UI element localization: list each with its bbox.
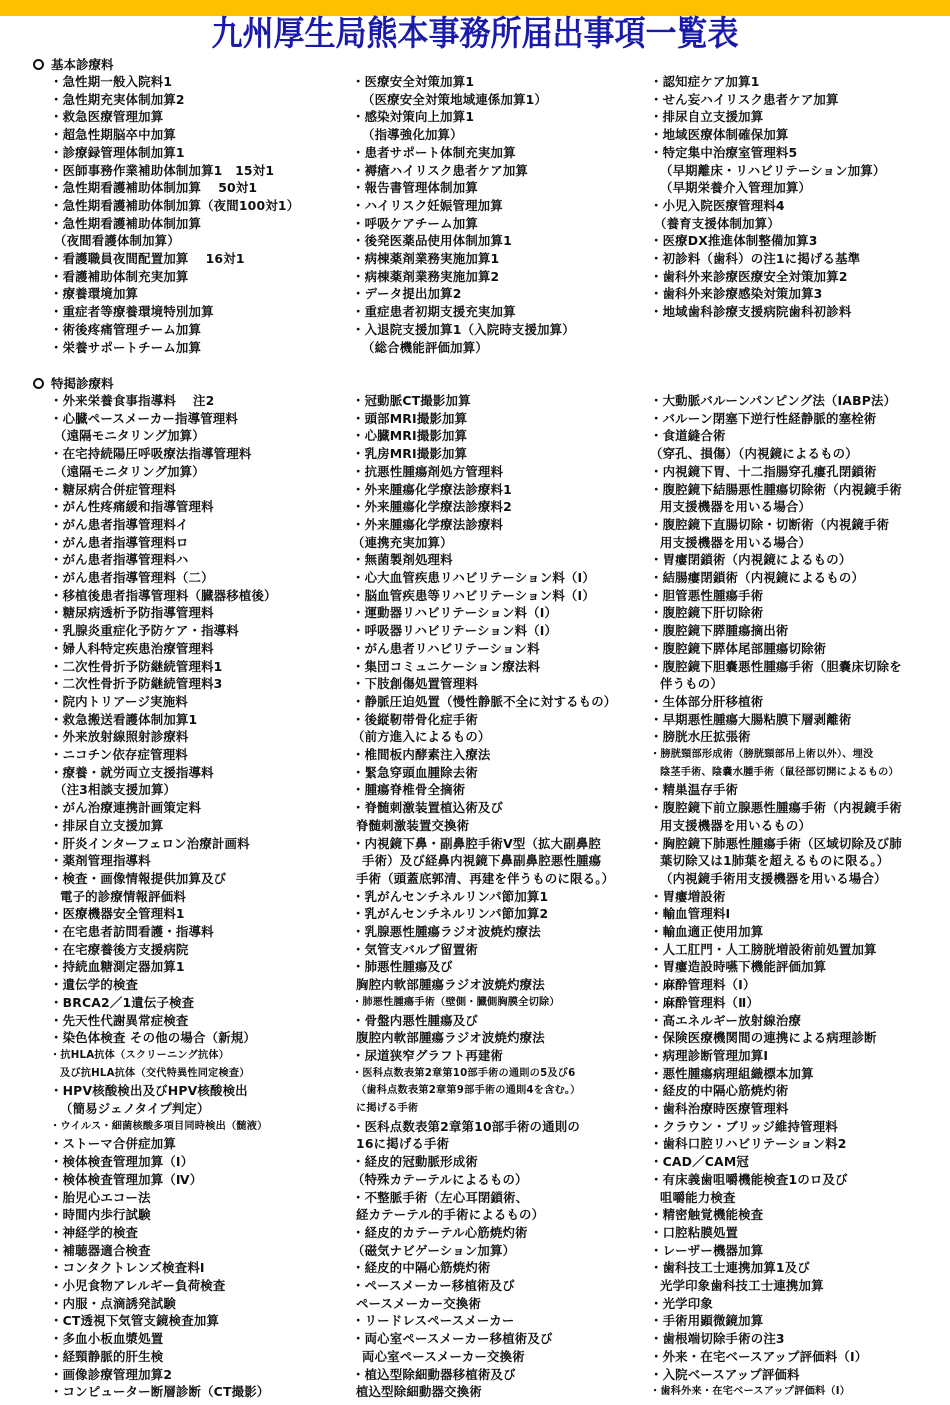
list-item: ・内視鏡下鼻・副鼻腔手術Ⅴ型（拡大副鼻腔	[352, 835, 602, 851]
list-item: （指導強化加算）	[362, 127, 463, 143]
list-item: ・バルーン閉塞下逆行性経静脈的塞栓術	[650, 410, 877, 426]
list-item: 手術）及び経鼻内視鏡下鼻副鼻腔悪性腫瘍	[362, 853, 602, 869]
list-item: ・高エネルギー放射線治療	[650, 1012, 802, 1028]
list-item: ・認知症ケア加算1	[650, 74, 760, 89]
list-item: ・肝炎インターフェロン治療計画料	[50, 835, 250, 851]
list-item: ・悪性腫瘍病理組織標本加算	[650, 1065, 814, 1081]
list-item: 経カテーテル的手術によるもの）	[356, 1207, 545, 1223]
list-item: ・遺伝学的検査	[50, 977, 139, 993]
list-item: ・呼吸器リハビリテーション料（Ⅰ）	[352, 623, 558, 639]
list-item: ・重症患者初期支援充実加算	[352, 304, 516, 320]
list-item: ・染色体検査 その他の場合（新規）	[50, 1030, 256, 1046]
list-item: ・検体検査管理加算（Ⅰ）	[50, 1154, 194, 1170]
list-item: ・入院ベースアップ評価料	[650, 1366, 800, 1382]
list-item: ・せん妄ハイリスク患者ケア加算	[650, 91, 839, 107]
list-item: ・大動脈バルーンパンピング法（IABP法）	[650, 393, 897, 408]
list-item: ・医科点数表第2章第10部手術の通則の	[352, 1118, 580, 1134]
list-item: ・急性期看護補助体制加算 50対1	[50, 180, 258, 196]
list-item: ・腹腔鏡下前立腺悪性腫瘍手術（内視鏡手術	[650, 800, 902, 816]
list-item: ・腹腔鏡下直腸切除・切断術（内視鏡手術	[650, 516, 890, 532]
circle-bullet-icon	[33, 59, 44, 70]
list-item: ・手術用顕微鏡加算	[650, 1313, 764, 1329]
list-item: ・運動器リハビリテーション料（Ⅰ）	[352, 605, 558, 621]
list-item: ・急性期充実体制加算2	[50, 91, 185, 107]
list-item: ・冠動脈CT撮影加算	[352, 393, 471, 408]
list-item: ・報告書管理体制加算	[352, 180, 478, 196]
list-item: ・小児入院医療管理料4	[650, 197, 785, 213]
list-item: ・植込型除細動器移植術及び	[352, 1366, 516, 1382]
list-item: 脊髄刺激装置交換術	[356, 817, 470, 833]
list-item: ・入退院支援加算1（入院時支援加算）	[352, 321, 575, 337]
list-item: ・重症者等療養環境特別加算	[50, 304, 214, 320]
list-item: ・歯科口腔リハビリテーション料2	[650, 1136, 847, 1152]
list-item: ・口腔粘膜処置	[650, 1224, 739, 1240]
list-item: ・脳血管疾患等リハビリテーション料（Ⅰ）	[352, 587, 595, 603]
list-item: （連携充実加算）	[352, 534, 453, 550]
list-item: ・光学印象	[650, 1295, 713, 1311]
list-item: ・特定集中治療室管理料5	[650, 144, 798, 160]
list-item: ・頭部MRI撮影加算	[352, 410, 468, 426]
list-item: （遠隔モニタリング加算）	[54, 428, 205, 444]
list-item: ・初診料（歯科）の注1に掲げる基準	[650, 251, 861, 266]
list-item: 植込型除細動器交換術	[356, 1384, 482, 1400]
list-item: ・CAD／CAM冠	[650, 1154, 749, 1170]
list-item: ・胃瘻閉鎖術（内視鏡によるもの）	[650, 552, 852, 568]
list-item: ・早期悪性腫瘍大腸粘膜下層剥離術	[650, 711, 852, 727]
list-item: ・持続血糖測定器加算1	[50, 959, 185, 975]
list-item: ・CT透視下気管支鏡検査加算	[50, 1313, 220, 1329]
list-item: ・糖尿病透析予防指導管理料	[50, 605, 214, 621]
list-item: ・膀胱頸部形成術（膀胱頸部吊上術以外）、埋没	[650, 749, 874, 760]
list-item: ・地域歯科診療支援病院歯科初診料	[650, 304, 852, 320]
list-item: ・ウイルス・細菌核酸多項目同時検出（髄液）	[50, 1120, 268, 1132]
list-item: ・先天性代謝異常症検査	[50, 1012, 189, 1028]
list-item: ・外来・在宅ベースアップ評価料（Ⅰ）	[650, 1348, 868, 1364]
list-item: （前方進入によるもの）	[352, 729, 491, 745]
list-item: 及び抗HLA抗体（交代特異性同定検査）	[60, 1067, 250, 1079]
list-item: ・脊髄刺激装置植込術及び	[352, 800, 504, 816]
list-item: ・外来放射線照射診療料	[50, 729, 189, 745]
list-item: ・排尿自立支援加算	[650, 109, 764, 125]
list-item: ・医師事務作業補助体制加算1 15対1	[50, 162, 275, 178]
list-item: （歯科点数表第2章第9部手術の通則4を含む。）	[356, 1085, 581, 1097]
list-item: ・内服・点滴誘発試験	[50, 1295, 176, 1311]
list-item: ・医療DX推進体制整備加算3	[650, 233, 818, 249]
list-item: ・無菌製剤処理料	[352, 552, 453, 568]
list-item: ・ニコチン依存症管理料	[50, 747, 188, 762]
list-item: （簡易ジェノタイプ判定）	[60, 1101, 210, 1116]
list-item: ・腹腔鏡下膵体尾部腫瘍切除術	[650, 640, 827, 656]
list-item: ・保険医療機関間の連携による病理診断	[650, 1030, 877, 1046]
list-item: ・尿道狭窄グラフト再建術	[352, 1047, 504, 1063]
list-item: ・経皮的カテーテル心筋焼灼術	[352, 1224, 528, 1240]
list-item: ・胃瘻増設術	[650, 888, 726, 904]
list-item: ・心臓MRI撮影加算	[352, 428, 468, 444]
list-item: ・腹腔鏡下結腸悪性腫瘍切除術（内視鏡手術	[650, 481, 902, 497]
list-item: （早期離床・リハビリテーション加算）	[660, 162, 886, 178]
list-item: ・生体部分肝移植術	[650, 693, 764, 709]
list-item: ・麻酔管理料（Ⅰ）	[650, 977, 756, 993]
list-item: ・下肢創傷処置管理料	[352, 676, 478, 692]
list-item: ペースメーカー交換術	[356, 1295, 482, 1311]
list-item: ・ストーマ合併症加算	[50, 1136, 176, 1152]
list-item: ・がん治療連携計画策定料	[50, 800, 202, 816]
list-item: 両心室ペースメーカー交換術	[362, 1348, 525, 1364]
list-item: ・急性期看護補助体制加算（夜間100対1）	[50, 197, 300, 213]
list-item: ・在宅患者訪問看護・指導料	[50, 924, 214, 939]
list-item: ・コンピューター断層診断（CT撮影）	[50, 1384, 270, 1400]
list-item: ・外来腫瘍化学療法診療料1	[352, 481, 512, 497]
list-item: に掲げる手術	[356, 1103, 419, 1114]
list-item: ・歯科治療時医療管理料	[650, 1101, 789, 1116]
list-item: （早期栄養介入管理加算）	[660, 180, 812, 196]
list-item: ・外来腫瘍化学療法診療料	[352, 516, 504, 532]
section-heading-label: 特掲診療料	[51, 376, 114, 391]
list-item: ・経皮的冠動脈形成術	[352, 1154, 478, 1170]
list-item: ・有床義歯咀嚼機能検査1のロ及び	[650, 1171, 848, 1187]
list-item: ・コンタクトレンズ検査料Ⅰ	[50, 1260, 205, 1276]
list-item: ・院内トリアージ実施料	[50, 693, 188, 709]
list-item: （注3相談支援加算）	[54, 782, 177, 798]
list-item: （特殊カテーテルによるもの）	[352, 1171, 528, 1187]
list-item: ・褥瘡ハイリスク患者ケア加算	[352, 162, 529, 178]
list-item: 用支援機器を用いる場合）	[660, 499, 812, 515]
list-item: ・ハイリスク妊娠管理加算	[352, 197, 503, 213]
list-item: ・婦人科特定疾患治療管理料	[50, 640, 214, 656]
list-item: ・看護補助体制充実加算	[50, 268, 189, 284]
list-item: ・胸腔鏡下肺悪性腫瘍手術（区域切除及び肺	[650, 835, 902, 851]
list-item: ・肺悪性腫瘍手術（壁側・臓側胸膜全切除）	[352, 996, 560, 1008]
list-item: ・患者サポート体制充実加算	[352, 144, 516, 160]
section-heading-label: 基本診療料	[51, 57, 114, 72]
list-item: ・経頸静脈的肝生検	[50, 1348, 164, 1364]
list-item: ・レーザー機器加算	[650, 1242, 764, 1258]
list-item: 手術（頭蓋底郭清、再建を伴うものに限る。）	[356, 870, 615, 886]
list-item: ・緊急穿頭血腫除去術	[352, 764, 478, 780]
list-item: ・輸血管理料Ⅰ	[650, 906, 731, 922]
list-item: ・乳がんセンチネルリンパ節加算2	[352, 906, 549, 922]
list-item: ・検体検査管理加算（Ⅳ）	[50, 1171, 203, 1187]
list-item: ・栄養サポートチーム加算	[50, 339, 202, 355]
list-item: ・術後疼痛管理チーム加算	[50, 321, 202, 337]
list-item: ・歯科外来・在宅ベースアップ評価料（Ⅰ）	[650, 1386, 851, 1398]
list-item: 胸腔内軟部腫瘍ラジオ波焼灼療法	[356, 977, 545, 993]
list-item: ・二次性骨折予防継続管理料1	[50, 658, 223, 674]
list-item: ・歯科外来診療感染対策加算3	[650, 286, 823, 302]
list-item: ・乳腺炎重症化予防ケア・指導料	[50, 623, 239, 639]
list-item: ・看護職員夜間配置加算 16対1	[50, 251, 245, 266]
list-item: 腹腔内軟部腫瘍ラジオ波焼灼療法	[356, 1030, 545, 1046]
list-item: ・補聴器適合検査	[50, 1242, 151, 1258]
list-item: ・がん患者指導管理料ハ	[50, 552, 189, 568]
list-item: （夜間看護体制加算）	[54, 233, 180, 249]
list-item: ・椎間板内酵素注入療法	[352, 747, 491, 762]
list-item: 16に掲げる手術	[356, 1136, 450, 1152]
list-item: ・乳腺悪性腫瘍ラジオ波焼灼療法	[352, 924, 541, 939]
list-item: ・画像診療管理加算2	[50, 1366, 173, 1382]
list-item: ・検査・画像情報提供加算及び	[50, 870, 227, 886]
list-item: ・胎児心エコー法	[50, 1189, 151, 1205]
list-item: ・麻酔管理料（Ⅱ）	[650, 994, 760, 1010]
list-item: ・経皮的中隔心筋焼灼術	[650, 1083, 789, 1099]
list-item: ・集団コミュニケーション療法料	[352, 658, 541, 674]
list-item: ・小児食物アレルギー負荷検査	[50, 1278, 226, 1293]
list-item: ・抗悪性腫瘍剤処方管理料	[352, 463, 504, 479]
list-item: ・急性期一般入院料1	[50, 74, 173, 89]
list-item: ・データ提出加算2	[352, 286, 462, 302]
list-item: ・在宅持続陽圧呼吸療法指導管理料	[50, 446, 252, 462]
list-item: ・精密触覚機能検査	[650, 1207, 764, 1223]
list-item: ・救急医療管理加算	[50, 109, 164, 125]
list-item: ・感染対策向上加算1	[352, 109, 475, 125]
list-item: ・歯科技工士連携加算1及び	[650, 1260, 810, 1276]
list-item: ・病棟薬剤業務実施加算2	[352, 268, 500, 284]
list-item: （遠隔モニタリング加算）	[54, 463, 205, 479]
list-item: ・膀胱水圧拡張術	[650, 729, 751, 745]
list-item: ・内視鏡下胃、十二指腸穿孔瘻孔閉鎖術	[650, 463, 877, 479]
list-item: ・HPV核酸検出及びHPV核酸検出	[50, 1083, 248, 1099]
list-item: ・抗HLA抗体（スクリーニング抗体）	[50, 1049, 230, 1061]
section-heading-special	[33, 375, 114, 392]
list-item: ・がん性疼痛緩和指導管理料	[50, 499, 214, 515]
list-item: （内視鏡手術用支援機器を用いる場合）	[660, 870, 887, 886]
list-item: ・移植後患者指導管理料（臓器移植後）	[50, 587, 277, 603]
list-item: ・がん患者指導管理料イ	[50, 516, 189, 532]
list-item: ・診療録管理体制加算1	[50, 144, 185, 160]
list-item: 電子的診療情報評価料	[60, 888, 186, 904]
list-item: 咀嚼能力検査	[660, 1189, 736, 1205]
list-item: ・療養・就労両立支援指導料	[50, 764, 214, 780]
list-item: ・時間内歩行試験	[50, 1207, 151, 1223]
list-item: ・医療機器安全管理料1	[50, 906, 185, 922]
list-item: ・後発医薬品使用体制加算1	[352, 233, 512, 249]
list-item: ・人工肛門・人工膀胱増設術前処置加算	[650, 941, 877, 957]
list-item: ・BRCA2／1遺伝子検査	[50, 994, 195, 1010]
circle-bullet-icon	[33, 378, 44, 389]
list-item: ・ペースメーカー移植術及び	[352, 1278, 515, 1293]
list-item: ・精巣温存手術	[650, 782, 739, 798]
list-item: ・腹腔鏡下胆嚢悪性腫瘍手術（胆嚢床切除を	[650, 658, 902, 674]
list-item: ・薬剤管理指導料	[50, 853, 151, 869]
list-item: 伴うもの）	[660, 676, 723, 692]
list-item: ・クラウン・ブリッジ維持管理料	[650, 1118, 838, 1134]
list-item: 用支援機器を用いる場合）	[660, 534, 812, 550]
list-item: ・在宅療養後方支援病院	[50, 941, 189, 957]
list-item: ・呼吸ケアチーム加算	[352, 215, 478, 231]
page-title: 九州厚生局熊本事務所届出事項一覧表	[211, 14, 739, 54]
list-item: ・食道縫合術	[650, 428, 726, 444]
section-heading-basic	[33, 56, 114, 73]
list-item: ・結腸瘻閉鎖術（内視鏡によるもの）	[650, 570, 865, 585]
list-item: ・療養環境加算	[50, 286, 139, 302]
list-item: ・腫瘍脊椎骨全摘術	[352, 782, 466, 798]
list-item: ・腹腔鏡下膵腫瘍摘出術	[650, 623, 789, 639]
list-item: ・病理診断管理加算Ⅰ	[650, 1047, 769, 1063]
list-item: ・肺悪性腫瘍及び	[352, 959, 453, 975]
list-item: ・歯科外来診療医療安全対策加算2	[650, 268, 848, 284]
list-item: ・不整脈手術（左心耳閉鎖術、	[352, 1189, 529, 1205]
list-item: ・がん患者指導管理料（二）	[50, 570, 214, 585]
list-item: （磁気ナビゲーション加算）	[352, 1242, 516, 1258]
list-item: ・急性期看護補助体制加算	[50, 215, 202, 231]
list-item: ・経皮的中隔心筋焼灼術	[352, 1260, 491, 1276]
list-item: ・病棟薬剤業務実施加算1	[352, 251, 500, 266]
list-item: ・神経学的検査	[50, 1224, 139, 1240]
list-item: （養育支援体制加算）	[654, 215, 780, 231]
list-item: ・救急搬送看護体制加算1	[50, 711, 198, 727]
list-item: ・地域医療体制確保加算	[650, 127, 789, 143]
list-item: （穿孔、損傷）（内視鏡によるもの）	[650, 446, 858, 462]
list-item: ・乳房MRI撮影加算	[352, 446, 468, 462]
list-item: ・後縦靭帯骨化症手術	[352, 711, 478, 727]
list-item: ・腹腔鏡下肝切除術	[650, 605, 764, 621]
list-item: ・両心室ペースメーカー移植術及び	[352, 1331, 553, 1347]
list-item: ・医科点数表第2章第10部手術の通則の5及び6	[352, 1067, 576, 1079]
list-item: ・心大血管疾患リハビリテーション料（Ⅰ）	[352, 570, 595, 585]
list-item: ・心臓ペースメーカー指導管理料	[50, 410, 238, 426]
list-item: ・がん患者指導管理料ロ	[50, 534, 189, 550]
list-item: ・リードレスペースメーカー	[352, 1313, 515, 1329]
list-item: 陰茎手術、陰嚢水腫手術（鼠径部切開によるもの）	[660, 766, 899, 778]
list-item: ・歯根端切除手術の注3	[650, 1331, 785, 1347]
list-item: （医療安全対策地域連係加算1）	[362, 91, 548, 107]
list-item: ・二次性骨折予防継続管理料3	[50, 676, 223, 692]
list-item: ・糖尿病合併症管理料	[50, 481, 176, 497]
list-item: ・輸血適正使用加算	[650, 924, 764, 939]
list-item: ・がん患者リハビリテーション料	[352, 640, 540, 656]
list-item: ・超急性期脳卒中加算	[50, 127, 176, 143]
list-item: ・外来腫瘍化学療法診療料2	[352, 499, 512, 515]
list-item: ・乳がんセンチネルリンパ節加算1	[352, 888, 549, 904]
list-item: ・排尿自立支援加算	[50, 817, 164, 833]
list-item: ・骨盤内悪性腫瘍及び	[352, 1012, 478, 1028]
list-item: ・胆管悪性腫瘍手術	[650, 587, 764, 603]
list-item: ・胃瘻造設時嚥下機能評価加算	[650, 959, 827, 975]
list-item: ・静脈圧迫処置（慢性静脈不全に対するもの）	[352, 693, 617, 709]
list-item: （総合機能評価加算）	[362, 339, 488, 355]
list-item: ・医療安全対策加算1	[352, 74, 475, 89]
list-item: 光学印象歯科技工士連携加算	[660, 1278, 824, 1293]
list-item: ・多血小板血漿処置	[50, 1331, 164, 1347]
list-item: 用支援機器を用いるもの）	[660, 817, 812, 833]
list-item: ・気管支バルブ留置術	[352, 941, 478, 957]
list-item: 葉切除又は1肺葉を超えるものに限る。）	[660, 853, 890, 869]
list-item: ・外来栄養食事指導料 注2	[50, 393, 215, 408]
